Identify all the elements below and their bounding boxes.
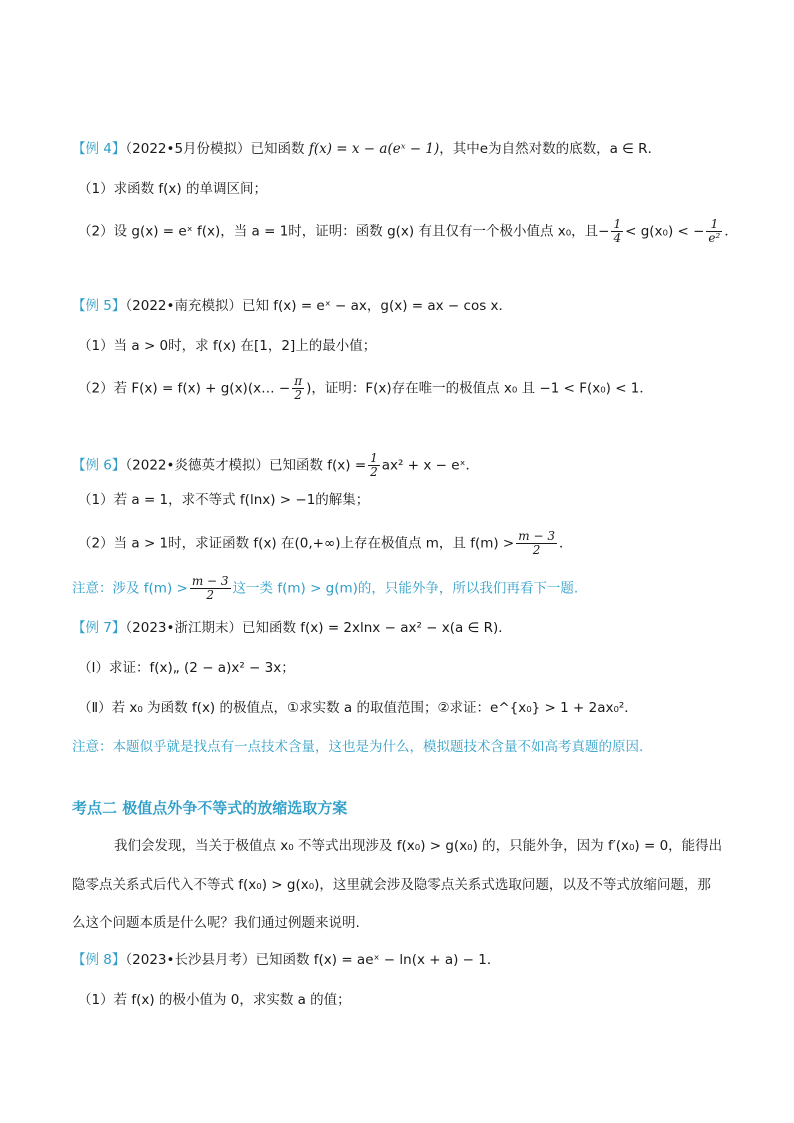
frac-denominator: e² bbox=[708, 231, 721, 245]
example-7-heading bbox=[72, 618, 512, 638]
example-8-tag: 【例 8】 bbox=[72, 952, 126, 968]
example-4-tag: 【例 4】 bbox=[72, 141, 126, 157]
example-5-q1: （1）当 a > 0时，求 f(x) 在[1，2]上的最小值； bbox=[78, 338, 377, 354]
frac-numerator: m − 3 bbox=[518, 529, 555, 543]
frac-denominator: 2 bbox=[370, 465, 378, 479]
example-6-source: （2022•炎德英才模拟）已知函数 f(x) = bbox=[125, 457, 367, 474]
example-7-source: （2023•浙江期末）已知函数 f(x) = 2xlnx − ax² − x(a ∈ R)． bbox=[125, 620, 512, 636]
example-4-q2-text: （2）设 g(x) = eˣ f(x)，当 a = 1时，证明：函数 g(x) 有且仅有一个极小值点 x₀，且 bbox=[78, 223, 599, 240]
frac-numerator: 1 bbox=[613, 217, 622, 231]
example-5-q2-text: （2）若 F(x) = f(x) + g(x)(x… − bbox=[78, 380, 291, 397]
example-8-source: （2023•长沙县月考）已知函数 f(x) = aeˣ − ln(x + a) − 1． bbox=[125, 952, 501, 968]
example-4-q2-frac-2 bbox=[706, 218, 722, 245]
example-7-q2: （Ⅱ）若 x₀ 为函数 f(x) 的极值点，①求实数 a 的取值范围；②求证：e^{x₀} > 1 + 2ax₀²． bbox=[78, 700, 638, 716]
example-4-q2-end: ． bbox=[724, 223, 738, 240]
example-6-note bbox=[72, 575, 578, 602]
section-2-paragraph-line-3: 么这个问题本质是什么呢？我们通过例题来说明. bbox=[72, 915, 360, 931]
frac-denominator: 2 bbox=[206, 588, 215, 602]
example-5-q2-frac bbox=[292, 375, 304, 402]
example-5-heading bbox=[72, 296, 512, 316]
example-4-q2 bbox=[78, 218, 738, 245]
example-6-q2-frac bbox=[516, 530, 557, 557]
example-6-q2-end: ． bbox=[558, 535, 573, 552]
example-5-tag: 【例 5】 bbox=[72, 298, 126, 314]
section-2-paragraph-line-2: 隐零点关系式后代入不等式 f(x₀) > g(x₀)，这里就会涉及隐零点关系式选取问题，以及不等式放缩问题，那 bbox=[72, 877, 711, 893]
example-6-note-b: 这一类 f(m) > g(m)的，只能外争，所以我们再看下一题. bbox=[232, 580, 579, 597]
example-6-note-frac bbox=[190, 575, 231, 602]
example-5-source: （2022•南充模拟）已知 f(x) = eˣ − ax，g(x) = ax − cos x． bbox=[125, 298, 513, 314]
example-6-q2-text: （2）当 a > 1时，求证函数 f(x) 在(0,+∞)上存在极值点 m，且 f(m) > bbox=[78, 535, 515, 552]
frac-numerator: 1 bbox=[706, 218, 722, 232]
frac-numerator: m − 3 bbox=[191, 574, 229, 588]
example-4-source: （2022•5月份模拟）已知函数 bbox=[125, 141, 305, 157]
example-6-heading bbox=[72, 452, 479, 479]
section-2-title: 考点二 极值点外争不等式的放缩选取方案 bbox=[72, 799, 348, 817]
example-5-q2 bbox=[78, 375, 653, 402]
example-6-frac bbox=[368, 452, 380, 479]
example-4-q2-mid: < g(x₀) < − bbox=[625, 223, 705, 240]
frac-numerator: π bbox=[294, 374, 303, 388]
example-8-q1: （1）若 f(x) 的极小值为 0，求实数 a 的值； bbox=[78, 992, 351, 1008]
example-8-heading bbox=[72, 950, 500, 970]
example-5-q2-tail: )，证明：F(x)存在唯一的极值点 x₀ 且 −1 < F(x₀) < 1． bbox=[306, 380, 653, 397]
section-2-paragraph-line-1: 我们会发现，当关于极值点 x₀ 不等式出现涉及 f(x₀) > g(x₀) 的，只能外争，因为 f′(x₀) = 0，能得出 bbox=[114, 838, 723, 854]
example-7-q1: （Ⅰ）求证：f(x)„ (2 − a)x² − 3x； bbox=[78, 660, 295, 676]
frac-denominator: 4 bbox=[613, 231, 622, 245]
example-6-q2 bbox=[78, 530, 572, 557]
example-6-tag: 【例 6】 bbox=[72, 457, 126, 474]
example-6-function-tail: ax² + x − eˣ． bbox=[381, 457, 480, 474]
example-4-q2-minus: − bbox=[598, 223, 610, 240]
example-4-function: f(x) = x − a(eˣ − 1) bbox=[308, 141, 440, 157]
example-4-q1: （1）求函数 f(x) 的单调区间； bbox=[78, 181, 267, 197]
frac-numerator: 1 bbox=[370, 451, 378, 465]
example-6-q1: （1）若 a = 1，求不等式 f(lnx) > −1的解集； bbox=[78, 492, 370, 508]
frac-denominator: 2 bbox=[532, 543, 541, 557]
example-4-q2-frac-1 bbox=[611, 218, 623, 245]
example-6-note-a: 注意：涉及 f(m) > bbox=[72, 580, 188, 597]
example-7-tag: 【例 7】 bbox=[72, 620, 126, 636]
example-4-tail: ，其中e为自然对数的底数，a ∈ R． bbox=[439, 141, 662, 157]
example-4-heading bbox=[72, 139, 661, 159]
frac-denominator: 2 bbox=[294, 388, 302, 402]
example-7-note: 注意：本题似乎就是找点有一点技术含量，这也是为什么，模拟题技术含量不如高考真题的原因. bbox=[72, 739, 644, 755]
